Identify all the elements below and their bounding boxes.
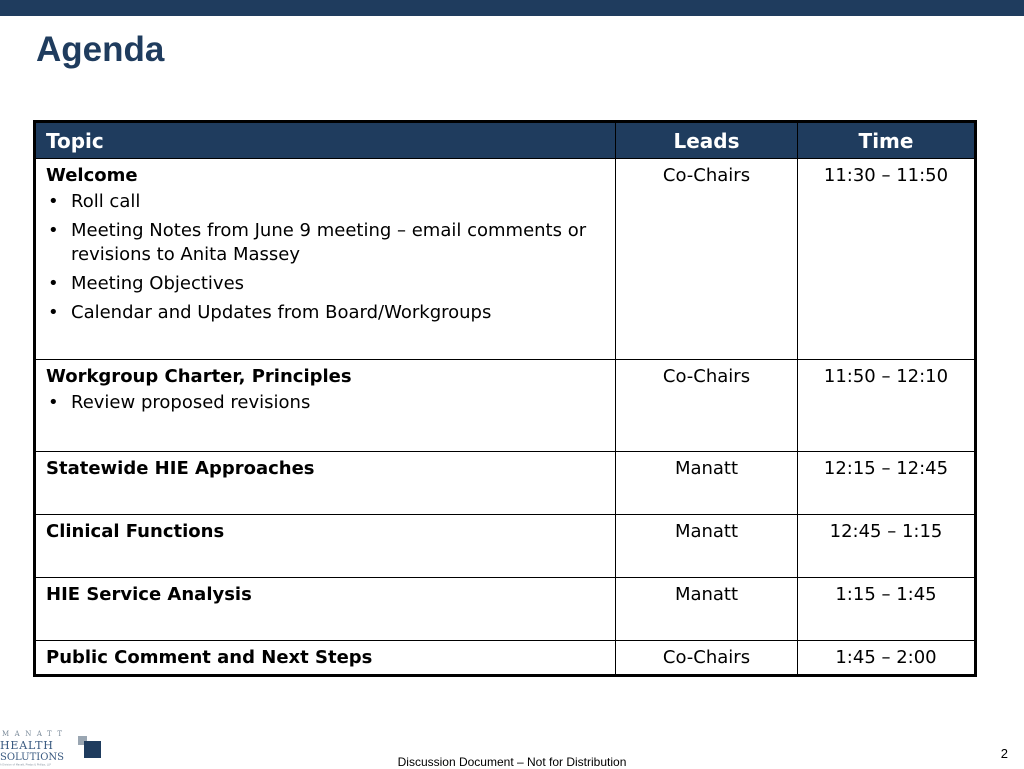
bullet-item: • Calendar and Updates from Board/Workgroups bbox=[48, 302, 492, 323]
topic-cell bbox=[35, 360, 616, 452]
time-cell: 12:15 – 12:45 bbox=[798, 452, 976, 515]
logo-line-manatt: MANATT bbox=[2, 730, 68, 738]
logo-tagline: A Division of Manatt, Phelps & Phillips, LLP bbox=[0, 763, 51, 767]
leads-cell: Co-Chairs bbox=[616, 360, 798, 452]
time-cell: 11:30 – 11:50 bbox=[798, 159, 976, 360]
topic-title: Workgroup Charter, Principles bbox=[46, 366, 352, 387]
footer-note: Discussion Document – Not for Distribution bbox=[397, 755, 627, 769]
bullet-item: • Meeting Objectives bbox=[48, 273, 245, 294]
topic-cell bbox=[35, 515, 616, 578]
topic-cell bbox=[35, 452, 616, 515]
top-accent-bar bbox=[0, 0, 1024, 16]
topic-title: Public Comment and Next Steps bbox=[46, 647, 373, 668]
header-topic: Topic bbox=[35, 122, 616, 159]
table-row bbox=[35, 452, 976, 515]
leads-cell: Manatt bbox=[616, 452, 798, 515]
time-cell: 1:45 – 2:00 bbox=[798, 641, 976, 676]
time-cell: 1:15 – 1:45 bbox=[798, 578, 976, 641]
logo-line-health: HEALTH bbox=[0, 739, 54, 752]
bullet-list bbox=[46, 391, 605, 415]
table-row bbox=[35, 578, 976, 641]
leads-cell: Co-Chairs bbox=[616, 641, 798, 676]
topic-cell bbox=[35, 578, 616, 641]
topic-cell bbox=[35, 641, 616, 676]
bullet-item: • Meeting Notes from June 9 meeting – email comments or revisions to Anita Massey bbox=[48, 220, 587, 265]
table-header-row bbox=[35, 122, 976, 159]
bullet-list bbox=[46, 190, 605, 325]
topic-title: Welcome bbox=[46, 165, 138, 186]
header-time: Time bbox=[798, 122, 976, 159]
bullet-item: • Review proposed revisions bbox=[48, 392, 311, 413]
topic-title: Statewide HIE Approaches bbox=[46, 458, 315, 479]
slide-title: Agenda bbox=[36, 30, 165, 69]
leads-cell: Manatt bbox=[616, 578, 798, 641]
agenda-table bbox=[33, 120, 977, 677]
table-row bbox=[35, 515, 976, 578]
leads-cell: Co-Chairs bbox=[616, 159, 798, 360]
table-row bbox=[35, 360, 976, 452]
topic-cell bbox=[35, 159, 616, 360]
bullet-item: • Roll call bbox=[48, 191, 141, 212]
table-row bbox=[35, 159, 976, 360]
leads-cell: Manatt bbox=[616, 515, 798, 578]
header-leads: Leads bbox=[616, 122, 798, 159]
time-cell: 11:50 – 12:10 bbox=[798, 360, 976, 452]
table-row bbox=[35, 641, 976, 676]
topic-title: Clinical Functions bbox=[46, 521, 225, 542]
time-cell: 12:45 – 1:15 bbox=[798, 515, 976, 578]
logo-line-solutions: SOLUTIONS bbox=[0, 752, 64, 763]
topic-title: HIE Service Analysis bbox=[46, 584, 252, 605]
page-number: 2 bbox=[1000, 746, 1008, 761]
